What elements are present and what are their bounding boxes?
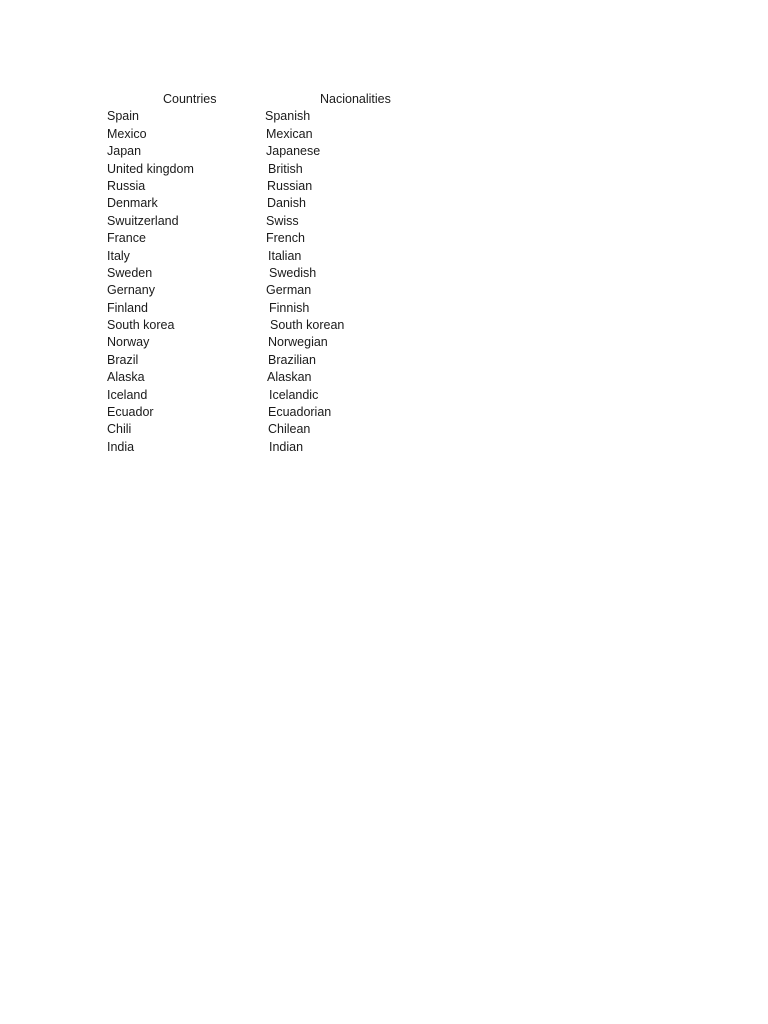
nationality-cell: Finnish (269, 300, 310, 315)
country-cell: Brazil (107, 352, 139, 367)
table-header-row (107, 91, 427, 108)
table-row (107, 421, 427, 438)
country-cell: Iceland (107, 387, 148, 402)
table-row (107, 143, 427, 160)
country-cell: Denmark (107, 196, 158, 211)
table-row (107, 230, 427, 247)
nationality-cell: Chilean (268, 422, 311, 437)
country-cell: Japan (107, 144, 142, 159)
table-row (107, 369, 427, 386)
nationalities-header: Nacionalities (320, 92, 391, 106)
country-cell: Russia (107, 178, 146, 193)
nationality-cell: German (266, 283, 312, 298)
table-row (107, 334, 427, 351)
table-row (107, 387, 427, 404)
nationality-cell: South korean (270, 318, 345, 333)
table-row (107, 213, 427, 230)
nationality-cell: Swiss (266, 213, 299, 228)
country-cell: Chili (107, 422, 132, 437)
nationality-cell: Icelandic (269, 387, 319, 402)
country-cell: Ecuador (107, 405, 154, 420)
table-row (107, 178, 427, 195)
countries-table (107, 91, 427, 456)
nationality-cell: Swedish (269, 265, 317, 280)
table-row (107, 317, 427, 334)
countries-header: Countries (163, 92, 217, 106)
nationality-cell: Alaskan (267, 370, 312, 385)
table-row (107, 161, 427, 178)
country-cell: Swuitzerland (107, 213, 179, 228)
country-cell: Italy (107, 248, 130, 263)
table-row (107, 248, 427, 265)
table-row (107, 265, 427, 282)
country-cell: Spain (107, 109, 139, 124)
country-cell: Alaska (107, 370, 145, 385)
country-cell: India (107, 439, 135, 454)
nationality-cell: Russian (267, 178, 313, 193)
country-cell: Norway (107, 335, 150, 350)
country-cell: Sweden (107, 265, 153, 280)
nationality-cell: British (268, 161, 303, 176)
nationality-cell: Ecuadorian (268, 405, 332, 420)
nationality-cell: Japanese (266, 144, 321, 159)
nationality-cell: Norwegian (268, 335, 328, 350)
nationality-cell: Italian (268, 248, 302, 263)
country-cell: United kingdom (107, 161, 194, 176)
country-cell: South korea (107, 318, 175, 333)
country-cell: Mexico (107, 126, 147, 141)
table-row (107, 282, 427, 299)
table-row (107, 126, 427, 143)
table-row (107, 404, 427, 421)
table-row (107, 439, 427, 456)
table-row (107, 108, 427, 125)
country-cell: France (107, 231, 146, 246)
table-row (107, 195, 427, 212)
nationality-cell: Danish (267, 196, 306, 211)
country-cell: Finland (107, 300, 148, 315)
table-row (107, 352, 427, 369)
nationality-cell: French (266, 231, 305, 246)
nationality-cell: Mexican (266, 126, 313, 141)
table-body (107, 108, 427, 456)
nationality-cell: Spanish (265, 109, 311, 124)
country-cell: Gernany (107, 283, 155, 298)
nationality-cell: Indian (269, 439, 304, 454)
table-row (107, 300, 427, 317)
nationality-cell: Brazilian (268, 352, 316, 367)
